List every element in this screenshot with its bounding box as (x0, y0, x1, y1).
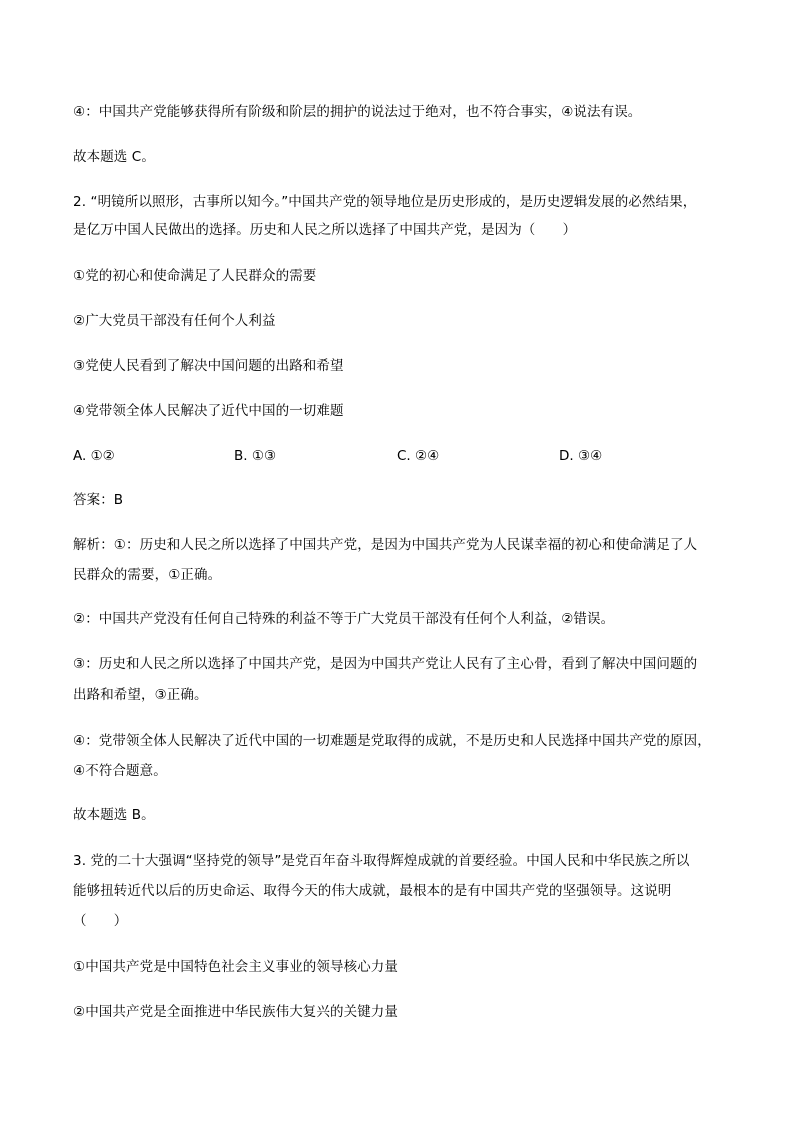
question-2-statement-4: ④党带领全体人民解决了近代中国的一切难题 (73, 403, 344, 419)
question-2-analysis-3-line-1: ③：历史和人民之所以选择了中国共产党，是因为中国共产党让人民有了主心骨，看到了解决中国问题的 (73, 656, 698, 672)
question-2-statement-2: ②广大党员干部没有任何个人利益 (73, 313, 276, 329)
question-2-option-b: B. ①③ (234, 448, 277, 464)
question-3-statement-2: ②中国共产党是全面推进中华民族伟大复兴的关键力量 (73, 1004, 399, 1020)
answer-conclusion-q1: 故本题选 C。 (73, 149, 155, 165)
question-2-stem-line-1: 2. “明镜所以照形，古事所以知今。”中国共产党的领导地位是历史形成的，是历史逻辑发展的必然结果， (73, 194, 697, 210)
question-3-stem-line-1: 3. 党的二十大强调“坚持党的领导”是党百年奋斗取得辉煌成就的首要经验。中国人民和中华民族之所以 (73, 853, 690, 869)
question-2-analysis-1-line-2: 民群众的需要，①正确。 (73, 567, 222, 583)
analysis-item-4-q1: ④：中国共产党能够获得所有阶级和阶层的拥护的说法过于绝对，也不符合事实，④说法有误。 (73, 104, 642, 120)
question-2-analysis-4-line-2: ④不符合题意。 (73, 763, 167, 779)
question-2-conclusion: 故本题选 B。 (73, 807, 155, 823)
question-2-analysis-3-line-2: 出路和希望，③正确。 (73, 687, 208, 703)
question-2-analysis-2: ②：中国共产党没有任何自己特殊的利益不等于广大党员干部没有任何个人利益，②错误。 (73, 611, 615, 627)
question-2-analysis-4-line-1: ④：党带领全体人民解决了近代中国的一切难题是党取得的成就，不是历史和人民选择中国共产党的原因， (73, 733, 711, 749)
question-2-answer: 答案：B (73, 492, 124, 508)
question-2-statement-1: ①党的初心和使命满足了人民群众的需要 (73, 268, 317, 284)
question-3-stem-line-2: 能够扭转近代以后的历史命运、取得今天的伟大成就，最根本的是有中国共产党的坚强领导。这说明 (73, 883, 672, 899)
question-3-statement-1: ①中国共产党是中国特色社会主义事业的领导核心力量 (73, 959, 399, 975)
question-3-stem-line-3: （ ） (73, 913, 128, 929)
question-2-analysis-1-line-1: 解析：①：历史和人民之所以选择了中国共产党，是因为中国共产党为人民谋幸福的初心和使命满足了人 (73, 537, 698, 553)
question-2-option-c: C. ②④ (397, 448, 440, 464)
question-2-stem-line-2: 是亿万中国人民做出的选择。历史和人民之所以选择了中国共产党，是因为（ ） (73, 222, 577, 238)
question-2-option-a: A. ①② (73, 448, 115, 464)
question-2-statement-3: ③党使人民看到了解决中国问题的出路和希望 (73, 358, 344, 374)
question-2-option-d: D. ③④ (559, 448, 603, 464)
